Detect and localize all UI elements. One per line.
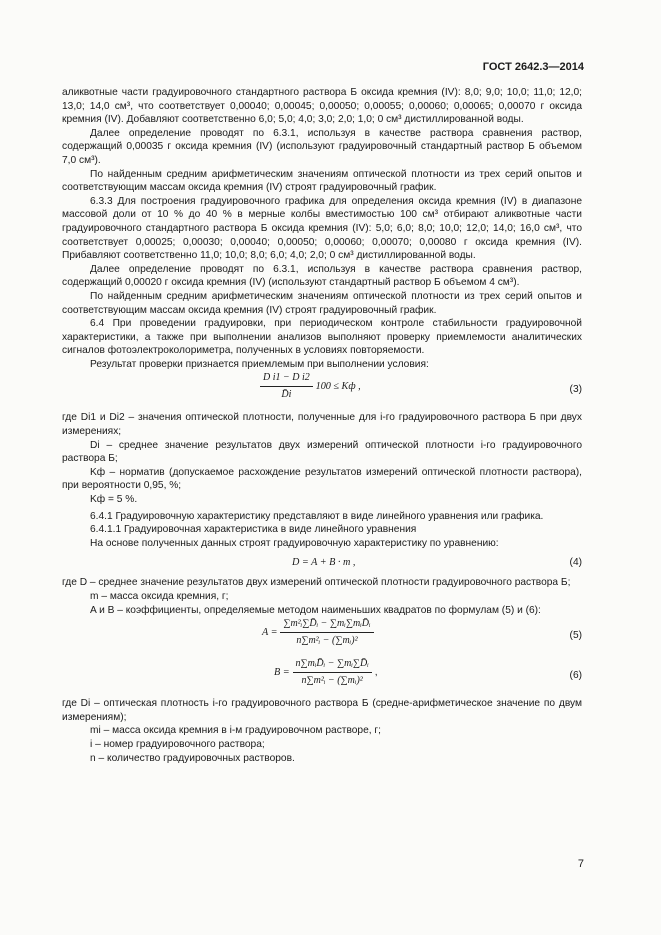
paragraph: аликвотные части градуировочного стандартного раствора Б оксида кремния (IV): 8,0; 9,0; 10,0; 11,0; 12,0; 13,0; 14,0 см³, что соответствует 0,00040; 0,00045; 0,00050; 0,00055; 0,00060; 0,00065; 0,00070 г оксида кремния (IV). Добавляют соответственно 6,0; 5,0; 4,0; 3,0; 2,0; 1,0; 0 см³ дистиллированной воды. [62,87,582,126]
formula-5-lhs: A = [262,626,278,638]
formula-6-denominator: n∑m²ᵢ − (∑mᵢ)² [301,674,363,686]
definition: m – масса оксида кремния, г; [90,591,229,602]
formula-3-tail: 100 ≤ Kф , [315,381,361,393]
paragraph: Далее определение проводят по 6.3.1, используя в качестве раствора сравнения раствор, содержащий 0,00035 г оксида кремния (IV) (используют градуировочный стандартный раствор Б объемом 7,0 см³). [62,127,582,166]
formula-6-number: (6) [569,670,582,682]
formula-6-expression [274,657,378,687]
formula-3 [62,371,582,411]
paragraph: Далее определение проводят по 6.3.1, используя в качестве раствора сравнения раствор, содержащий 0,00020 г оксида кремния (IV) (используют стандартный раствор Б объемом 4 см³). [62,263,582,289]
paragraph-6-3-3: 6.3.3 Для построения градуировочного графика для определения оксида кремния (IV) в диапазоне массовой доли от 10 % до 40 % в мерные колбы вместимостью 100 см³ отбирают аликвотные части градуировочного стандартного раствора Б оксида кремния (IV): 5,0; 6,0; 8,0; 10,0; 12,0; 14,0; 16,0 см³, что соответствует 0,00025; 0,00030; 0,00040; 0,00050; 0,00060; 0,00070; 0,00080 г оксида кремния (IV). Прибавляют соответственно 11,0; 10,0; 8,0; 6,0; 4,0; 2,0; 0 см³ дистиллированной воды. [62,195,582,262]
formula-6 [62,657,582,697]
formula-3-denominator: D̄i [281,389,292,401]
formula-4-number: (4) [569,557,582,569]
formula-3-numerator: D i1 − D i2 [260,371,313,387]
formula-5-number: (5) [569,630,582,642]
formula-5-fraction [280,617,373,647]
formula-3-fraction [260,371,313,401]
formula-5-expression [262,617,374,647]
formula-6-lhs: B = [274,666,290,678]
document-body [62,86,582,765]
paragraph: По найденным средним арифметическим значениям оптической плотности из трех серий опытов и соответствующим массам оксида кремния (IV) строят градуировочный график. [62,290,582,316]
formula-5-numerator: ∑m²ᵢ∑D̄ᵢ − ∑mᵢ∑mᵢD̄ᵢ [280,617,373,633]
formula-3-expression [260,371,361,401]
definition: Kф – норматив (допускаемое расхождение результатов измерений оптической плотности раствора), при вероятности 0,95, %; [62,466,582,492]
standard-header: ГОСТ 2642.3—2014 [482,61,584,73]
page-number: 7 [577,858,584,870]
formula-6-numerator: n∑mᵢD̄ᵢ − ∑mᵢ∑D̄ᵢ [293,657,372,673]
formula-4 [62,550,582,576]
paragraph: На основе полученных данных строят градуировочную характеристику по уравнению: [90,537,499,549]
definition: где Di – оптическая плотность i-го градуировочного раствора Б (средне-арифметическое значение по двум измерениям); [62,698,582,723]
paragraph: Результат проверки признается приемлемым при выполнении условия: [90,358,429,370]
formula-4-expression: D = A + B · m , [292,557,356,569]
definition: A и B – коэффициенты, определяемые методом наименьших квадратов по формулам (5) и (6): [90,604,541,616]
definition: где Di1 и Di2 – значения оптической плотности, полученные для i-го градуировочного раствора Б при двух измерениях; [62,412,582,438]
paragraph-6-4-1: 6.4.1 Градуировочную характеристику представляют в виде линейного уравнения или графика. [90,510,544,522]
formula-6-tail: , [374,666,378,678]
definition: Di – среднее значение результатов двух измерений оптической плотности i-го градуировочного раствора Б; [62,439,582,465]
definition: где D – среднее значение результатов двух измерений оптической плотности градуировочного раствора Б; [62,577,571,589]
definition: n – количество градуировочных растворов. [90,752,295,764]
paragraph-6-4-1-1: 6.4.1.1 Градуировочная характеристика в виде линейного уравнения [90,524,417,536]
definition: i – номер градуировочного раствора; [90,738,265,750]
definition: Kф = 5 %. [90,494,138,506]
formula-5-denominator: n∑m²ᵢ − (∑mᵢ)² [296,634,358,646]
formula-6-fraction [293,657,372,687]
paragraph-6-4: 6.4 При проведении градуировки, при периодическом контроле стабильности градуировочной характеристики, а также при выполнении анализов выполняют проверку приемлемости аналитических сигналов фотоэлектроколориметра, полученных в условиях повторяемости. [62,318,582,357]
formula-5 [62,617,582,657]
paragraph: По найденным средним арифметическим значениям оптической плотности из трех серий опытов и соответствующим массам оксида кремния (IV) строят градуировочный график. [62,168,582,194]
formula-3-number: (3) [569,384,582,396]
definition: mi – масса оксида кремния в i-м градуировочном растворе, г; [90,725,381,737]
